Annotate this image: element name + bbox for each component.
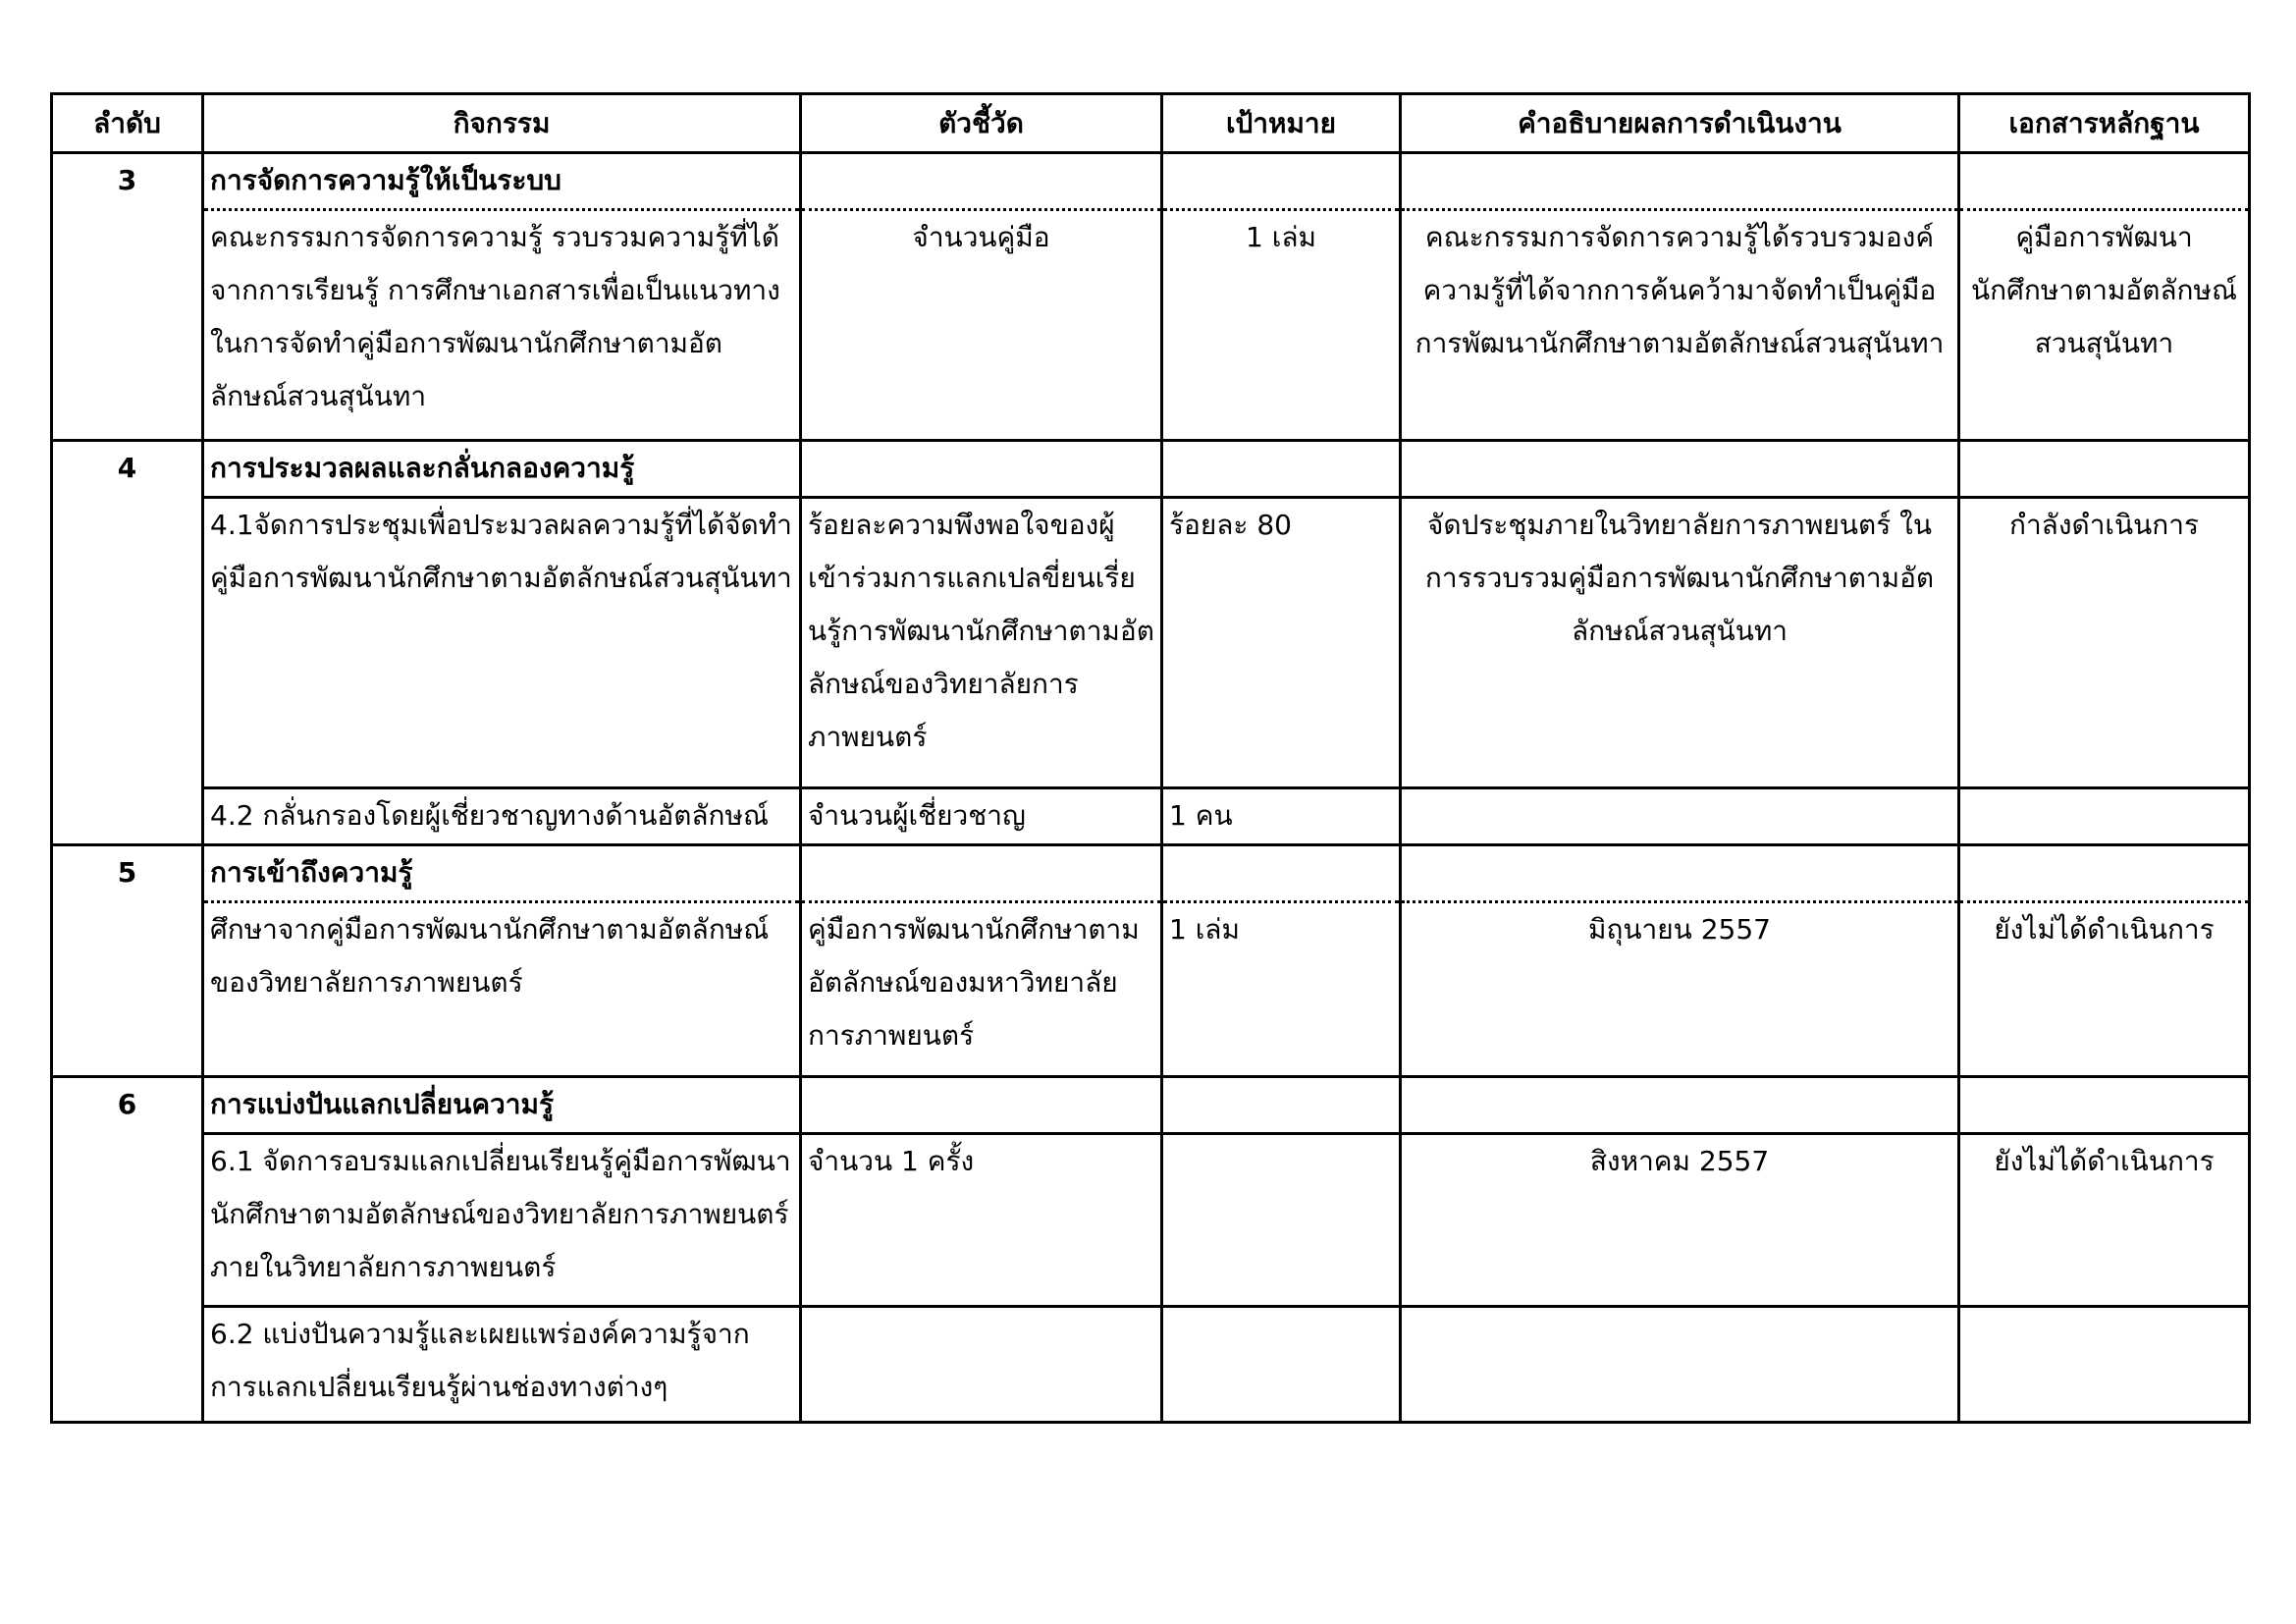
section-6-title-row [52,1077,2250,1134]
target-cell: 1 เล่ม [1162,210,1401,441]
target-cell [1162,1307,1401,1423]
table-row [52,498,2250,788]
evidence-cell [1959,788,2250,845]
description-cell: สิงหาคม 2557 [1401,1134,1959,1307]
section-no: 3 [52,153,203,441]
table-row [52,1307,2250,1423]
activity-cell: 6.2 แบ่งปันความรู้และเผยแพร่องค์ความรู้จากการแลกเปลี่ยนเรียนรู้ผ่านช่องทางต่างๆ [203,1307,801,1423]
description-cell: มิถุนายน 2557 [1401,902,1959,1077]
evidence-cell: กำลังดำเนินการ [1959,498,2250,788]
evidence-cell [1959,1307,2250,1423]
indicator-cell: ร้อยละความพึงพอใจของผู้เข้าร่วมการแลกเปลขี่ยนเรี่ยนรู้การพัฒนานักศึกษาตามอัตลักษณ์ของวิทยาลัยการภาพยนตร์ [801,498,1162,788]
evidence-cell: ยังไม่ได้ดำเนินการ [1959,902,2250,1077]
section-no: 4 [52,441,203,845]
evidence-cell: คู่มือการพัฒนานักศึกษาตามอัตลักษณ์สวนสุนันทา [1959,210,2250,441]
table-row [52,210,2250,441]
description-cell: จัดประชุมภายในวิทยาลัยการภาพยนตร์ ในการรวบรวมคู่มือการพัฒนานักศึกษาตามอัตลักษณ์สวนสุนันทา [1401,498,1959,788]
header-row [52,94,2250,153]
header-no: ลำดับ [52,94,203,153]
section-title: การประมวลผลและกลั่นกลองความรู้ [203,441,801,498]
target-cell: 1 คน [1162,788,1401,845]
section-4-title-row [52,441,2250,498]
table-row [52,788,2250,845]
header-activity: กิจกรรม [203,94,801,153]
indicator-cell: คู่มือการพัฒนานักศึกษาตามอัตลักษณ์ของมหาวิทยาลัยการภาพยนตร์ [801,902,1162,1077]
header-description: คำอธิบายผลการดำเนินงาน [1401,94,1959,153]
km-plan-table [50,92,2251,1424]
section-no: 5 [52,845,203,1077]
description-cell: คณะกรรมการจัดการความรู้ได้รวบรวมองค์ความรู้ที่ได้จากการค้นคว้ามาจัดทำเป็นคู่มือการพัฒนานักศึกษาตามอัตลักษณ์สวนสุนันทา [1401,210,1959,441]
indicator-cell [801,1307,1162,1423]
header-indicator: ตัวชี้วัด [801,94,1162,153]
section-title: การแบ่งปันแลกเปลี่ยนความรู้ [203,1077,801,1134]
target-cell [1162,1134,1401,1307]
header-evidence: เอกสารหลักฐาน [1959,94,2250,153]
description-cell [1401,1307,1959,1423]
indicator-cell: จำนวน 1 ครั้ง [801,1134,1162,1307]
section-5-title-row [52,845,2250,902]
section-no: 6 [52,1077,203,1423]
activity-cell: คณะกรรมการจัดการความรู้ รวบรวมความรู้ที่ได้จากการเรียนรู้ การศึกษาเอกสารเพื่อเป็นแนวทางในการจัดทำคู่มือการพัฒนานักศึกษาตามอัตลักษณ์สวนสุนันทา [203,210,801,441]
table-row [52,902,2250,1077]
indicator-cell: จำนวนผู้เชี่ยวชาญ [801,788,1162,845]
activity-cell: ศึกษาจากคู่มือการพัฒนานักศึกษาตามอัตลักษณ์ของวิทยาลัยการภาพยนตร์ [203,902,801,1077]
activity-cell: 4.1จัดการประชุมเพื่อประมวลผลความรู้ที่ได้จัดทำคู่มือการพัฒนานักศึกษาตามอัตลักษณ์สวนสุนันทา [203,498,801,788]
table-row [52,1134,2250,1307]
section-title: การเข้าถึงความรู้ [203,845,801,902]
header-target: เป้าหมาย [1162,94,1401,153]
evidence-cell: ยังไม่ได้ดำเนินการ [1959,1134,2250,1307]
description-cell [1401,788,1959,845]
target-cell: ร้อยละ 80 [1162,498,1401,788]
target-cell: 1 เล่ม [1162,902,1401,1077]
activity-cell: 6.1 จัดการอบรมแลกเปลี่ยนเรียนรู้คู่มือการพัฒนานักศึกษาตามอัตลักษณ์ของวิทยาลัยการภาพยนตร์ ภายในวิทยาลัยการภาพยนตร์ [203,1134,801,1307]
activity-cell: 4.2 กลั่นกรองโดยผู้เชี่ยวชาญทางด้านอัตลักษณ์ [203,788,801,845]
section-title: การจัดการความรู้ให้เป็นระบบ [203,153,801,210]
indicator-cell: จำนวนคู่มือ [801,210,1162,441]
section-3-title-row [52,153,2250,210]
